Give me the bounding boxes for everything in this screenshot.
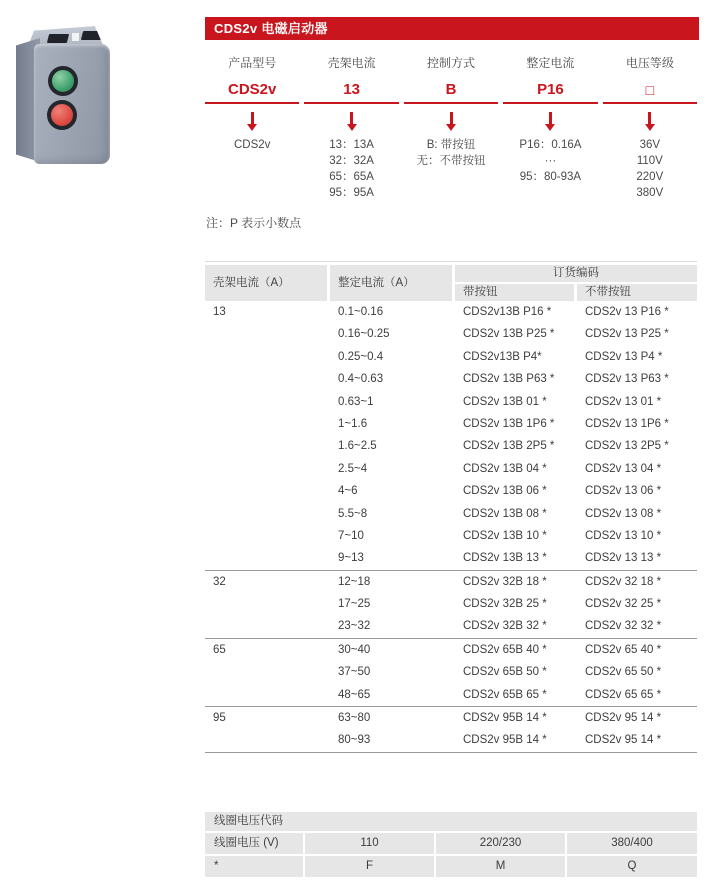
table-row — [205, 571, 697, 593]
coil-cell: 110 — [305, 833, 436, 854]
cell-code-with-button: CDS2v13B P16 * — [463, 306, 552, 318]
coil-cell: 380/400 — [567, 833, 697, 854]
cell-frame-current — [205, 661, 330, 683]
diagram-meaning-line: 95：80-93A — [519, 171, 582, 183]
cell-code-without-button: CDS2v 32 32 * — [585, 620, 662, 633]
cell-frame-current: 13 — [213, 306, 226, 318]
diagram-field-label: 控制方式 — [427, 56, 476, 70]
diagram-meaning-line: 220V — [636, 171, 664, 183]
table-row — [205, 435, 697, 457]
diagram-meaning-line: 110V — [636, 155, 663, 167]
cell-frame-current — [205, 547, 330, 569]
cell-frame-current — [205, 503, 330, 525]
header-with-button: 带按钮 — [455, 284, 577, 301]
header-without-button: 不带按钮 — [577, 284, 697, 301]
cell-code-with-button: CDS2v 13B 2P5 * — [463, 440, 555, 453]
diagram-code-value: 13 — [343, 81, 360, 98]
cell-code-with-button: CDS2v 65B 65 * — [463, 688, 547, 701]
cell-setting-range: 1.6~2.5 — [338, 440, 377, 453]
down-arrow-icon — [347, 112, 357, 131]
cell-frame-current: 32 — [213, 575, 226, 588]
cell-code-with-button: CDS2v 13B 1P6 * — [463, 417, 555, 430]
cell-code-with-button: CDS2v 13B 10 * — [463, 529, 547, 542]
cell-setting-range: 63~80 — [338, 712, 371, 725]
cell-setting-range: 4~6 — [338, 485, 358, 498]
coil-table-row — [205, 856, 697, 877]
cell-code-without-button: CDS2v 13 13 * — [585, 552, 662, 565]
cell-code-without-button: CDS2v 13 P4 * — [585, 350, 663, 363]
cell-code-with-button: CDS2v 13B 08 * — [463, 507, 547, 520]
order-table-section — [205, 301, 697, 570]
start-button-icon — [48, 66, 78, 96]
diagram-column — [503, 50, 597, 201]
cell-setting-range: 23~32 — [338, 620, 371, 633]
cell-frame-current — [205, 413, 330, 435]
diagram-code-value: P16 — [537, 81, 564, 98]
cell-frame-current — [205, 391, 330, 413]
coil-cell: 220/230 — [436, 833, 567, 854]
diagram-meaning-list — [404, 137, 498, 169]
cell-code-without-button: CDS2v 13 P16 * — [585, 306, 669, 318]
table-row — [205, 301, 697, 323]
table-row — [205, 707, 697, 729]
table-row — [205, 391, 697, 413]
table-row — [205, 413, 697, 435]
diagram-meaning-line: 13：13A — [329, 139, 374, 151]
cell-code-with-button: CDS2v13B P4* — [463, 350, 542, 363]
cell-setting-range: 48~65 — [338, 688, 371, 701]
coil-table-body — [205, 833, 697, 877]
table-row — [205, 661, 697, 683]
cell-code-with-button: CDS2v 13B 06 * — [463, 485, 547, 498]
section-title: CDS2v 电磁启动器 — [214, 21, 328, 36]
diagram-underline — [304, 102, 398, 104]
table-row — [205, 615, 697, 637]
cell-setting-range: 7~10 — [338, 529, 364, 542]
cell-code-with-button: CDS2v 13B P25 * — [463, 328, 555, 341]
diagram-field-label: 整定电流 — [526, 56, 575, 70]
cell-code-without-button: CDS2v 13 01 * — [585, 395, 662, 408]
diagram-meaning-list — [603, 137, 697, 201]
cell-frame-current — [205, 729, 330, 751]
cell-frame-current: 95 — [213, 712, 226, 725]
section-title-bar — [205, 17, 699, 40]
model-code-diagram — [205, 50, 697, 201]
cell-frame-current: 65 — [213, 643, 226, 656]
diagram-column — [603, 50, 697, 201]
cell-setting-range: 0.63~1 — [338, 395, 374, 408]
coil-cell: M — [436, 856, 567, 877]
down-arrow-icon — [545, 112, 555, 131]
table-row — [205, 729, 697, 751]
coil-voltage-table — [205, 812, 697, 879]
diagram-code-value: CDS2v — [228, 81, 277, 98]
cell-setting-range: 9~13 — [338, 552, 364, 565]
order-table-section — [205, 706, 697, 752]
table-row — [205, 547, 697, 569]
order-table-section — [205, 570, 697, 638]
cell-frame-current — [205, 684, 330, 706]
diagram-underline — [503, 102, 597, 104]
cell-code-with-button: CDS2v 95B 14 * — [463, 712, 547, 725]
cell-frame-current — [205, 346, 330, 368]
table-row — [205, 639, 697, 661]
terminal-block-icon — [47, 34, 69, 43]
diagram-meaning-line: 380V — [636, 187, 664, 199]
cell-setting-range: 37~50 — [338, 666, 371, 679]
header-frame-current: 壳架电流（A） — [205, 265, 330, 301]
diagram-meaning-list — [304, 137, 398, 201]
cell-code-without-button: CDS2v 13 1P6 * — [585, 417, 669, 430]
cell-code-with-button: CDS2v 32B 18 * — [463, 575, 547, 588]
diagram-meaning-line: 无：不带按钮 — [416, 155, 486, 167]
cell-code-without-button: CDS2v 65 65 * — [585, 688, 662, 701]
cell-code-without-button: CDS2v 32 18 * — [585, 575, 662, 588]
diagram-field-label: 电压等级 — [625, 56, 674, 70]
photo-front-face — [34, 44, 110, 164]
cell-frame-current — [205, 323, 330, 345]
cell-setting-range: 17~25 — [338, 598, 371, 611]
order-table-body — [205, 301, 697, 753]
cell-code-without-button: CDS2v 13 P25 * — [585, 328, 669, 341]
cell-frame-current — [205, 435, 330, 457]
table-row — [205, 525, 697, 547]
cell-frame-current — [205, 458, 330, 480]
diagram-column — [404, 50, 498, 201]
diagram-meaning-line: ··· — [544, 155, 557, 167]
cell-code-with-button: CDS2v 13B P63 * — [463, 373, 555, 386]
cell-code-with-button: CDS2v 32B 32 * — [463, 620, 547, 633]
note-text: 注：P 表示小数点 — [206, 216, 302, 230]
diagram-meaning-line: B: 带按钮 — [426, 139, 476, 151]
cell-setting-range: 12~18 — [338, 575, 371, 588]
diagram-field-label: 产品型号 — [228, 56, 277, 70]
coil-cell: Q — [567, 856, 697, 877]
cell-frame-current — [205, 480, 330, 502]
table-row — [205, 593, 697, 615]
diagram-meaning-line: 65：65A — [329, 171, 374, 183]
product-photo — [14, 26, 114, 168]
cell-code-with-button: CDS2v 65B 40 * — [463, 643, 547, 656]
cell-setting-range: 5.5~8 — [338, 507, 368, 520]
cell-code-without-button: CDS2v 13 08 * — [585, 507, 662, 520]
cell-code-without-button: CDS2v 95 14 * — [585, 712, 662, 725]
cell-frame-current — [205, 615, 330, 637]
coil-table-row — [205, 833, 697, 854]
order-code-table — [205, 261, 697, 753]
cell-setting-range: 0.25~0.4 — [338, 350, 384, 363]
order-table-header — [205, 265, 697, 301]
cell-code-with-button: CDS2v 13B 01 * — [463, 395, 547, 408]
header-setting-current: 整定电流（A） — [330, 265, 455, 301]
diagram-meaning-line: 36V — [639, 139, 661, 151]
cell-code-with-button: CDS2v 65B 50 * — [463, 666, 547, 679]
diagram-underline — [603, 102, 697, 104]
down-arrow-icon — [446, 112, 456, 131]
diagram-code-value: □ — [645, 82, 655, 98]
cell-code-without-button: CDS2v 13 2P5 * — [585, 440, 669, 453]
table-row — [205, 323, 697, 345]
diagram-meaning-list — [205, 137, 299, 153]
diagram-underline — [404, 102, 498, 104]
diagram-meaning-line: 32：32A — [329, 155, 374, 167]
terminal-block-icon — [81, 31, 103, 40]
diagram-meaning-line: 95：95A — [329, 187, 374, 199]
cell-code-with-button: CDS2v 13B 13 * — [463, 552, 547, 565]
diagram-meaning-line: CDS2v — [233, 139, 271, 151]
order-table-section — [205, 638, 697, 706]
cell-code-with-button: CDS2v 32B 25 * — [463, 598, 547, 611]
cell-frame-current — [205, 525, 330, 547]
table-row — [205, 368, 697, 390]
cell-frame-current — [205, 593, 330, 615]
diagram-column — [304, 50, 398, 201]
coil-cell: 线圈电压 (V) — [205, 833, 305, 854]
diagram-meaning-line: P16：0.16A — [519, 139, 582, 151]
stop-button-icon — [47, 100, 77, 130]
cell-setting-range: 0.1~0.16 — [338, 306, 384, 318]
diagram-code-value: B — [445, 81, 457, 98]
table-row — [205, 503, 697, 525]
header-order-code: 订货编码 — [455, 265, 697, 282]
photo-top-notch — [72, 33, 79, 41]
down-arrow-icon — [645, 112, 655, 131]
cell-code-with-button: CDS2v 95B 14 * — [463, 734, 547, 747]
cell-code-with-button: CDS2v 13B 04 * — [463, 462, 547, 475]
cell-code-without-button: CDS2v 13 06 * — [585, 485, 662, 498]
cell-setting-range: 80~93 — [338, 734, 371, 747]
table-row — [205, 346, 697, 368]
cell-setting-range: 30~40 — [338, 643, 371, 656]
cell-code-without-button: CDS2v 32 25 * — [585, 598, 662, 611]
table-row — [205, 684, 697, 706]
diagram-column — [205, 50, 299, 201]
cell-setting-range: 2.5~4 — [338, 462, 368, 475]
table-row — [205, 480, 697, 502]
cell-code-without-button: CDS2v 13 10 * — [585, 529, 662, 542]
cell-code-without-button: CDS2v 13 04 * — [585, 462, 662, 475]
down-arrow-icon — [247, 112, 257, 131]
diagram-underline — [205, 102, 299, 104]
cell-code-without-button: CDS2v 13 P63 * — [585, 373, 669, 386]
diagram-field-label: 壳架电流 — [327, 56, 376, 70]
cell-setting-range: 0.4~0.63 — [338, 373, 384, 386]
cell-frame-current — [205, 368, 330, 390]
header-order-code-group — [455, 265, 697, 301]
cell-setting-range: 0.16~0.25 — [338, 328, 390, 341]
table-row — [205, 458, 697, 480]
coil-table-title: 线圈电压代码 — [205, 812, 697, 831]
coil-cell: F — [305, 856, 436, 877]
cell-code-without-button: CDS2v 65 40 * — [585, 643, 662, 656]
cell-code-without-button: CDS2v 65 50 * — [585, 666, 662, 679]
cell-code-without-button: CDS2v 95 14 * — [585, 734, 662, 747]
coil-cell: * — [205, 856, 305, 877]
cell-setting-range: 1~1.6 — [338, 417, 368, 430]
diagram-meaning-list — [503, 137, 597, 185]
